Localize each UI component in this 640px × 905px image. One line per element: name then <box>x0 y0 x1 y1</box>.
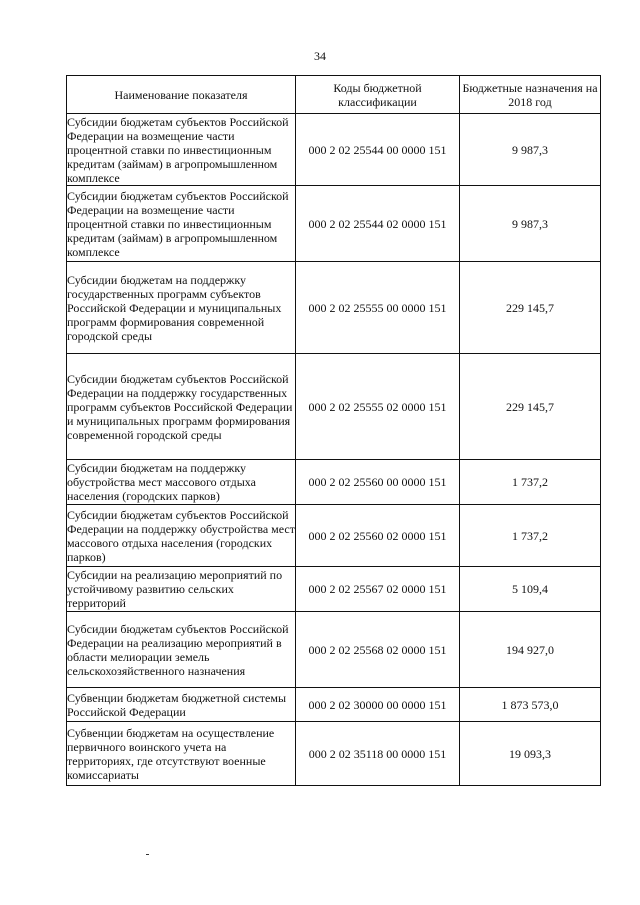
table-row <box>67 505 601 567</box>
table-row <box>67 688 601 722</box>
header-amount: Бюджетные назначения на 2018 год <box>460 76 601 114</box>
budget-table <box>66 75 601 786</box>
row-code: 000 2 02 25560 02 0000 151 <box>296 505 460 567</box>
row-name: Субсидии на реализацию мероприятий по устойчивому развитию сельских территорий <box>67 567 296 612</box>
row-amount: 194 927,0 <box>460 612 601 688</box>
row-code: 000 2 02 25560 00 0000 151 <box>296 460 460 505</box>
row-amount: 9 987,3 <box>460 186 601 262</box>
row-name: Субвенции бюджетам на осуществление первичного воинского учета на территориях, где отсутствуют военные комиссариаты <box>67 722 296 786</box>
row-code: 000 2 02 25544 02 0000 151 <box>296 186 460 262</box>
row-name: Субсидии бюджетам на поддержку обустройства мест массового отдыха населения (городских парков) <box>67 460 296 505</box>
table-row <box>67 722 601 786</box>
row-amount: 229 145,7 <box>460 354 601 460</box>
table-row <box>67 612 601 688</box>
header-name: Наименование показателя <box>67 76 296 114</box>
row-code: 000 2 02 30000 00 0000 151 <box>296 688 460 722</box>
row-code: 000 2 02 25544 00 0000 151 <box>296 114 460 186</box>
table-row <box>67 114 601 186</box>
row-amount: 1 873 573,0 <box>460 688 601 722</box>
row-name: Субсидии бюджетам субъектов Российской Федерации на поддержку обустройства мест массового отдыха населения (городских парков) <box>67 505 296 567</box>
table-row <box>67 262 601 354</box>
row-amount: 9 987,3 <box>460 114 601 186</box>
row-amount: 1 737,2 <box>460 460 601 505</box>
row-code: 000 2 02 25568 02 0000 151 <box>296 612 460 688</box>
row-amount: 1 737,2 <box>460 505 601 567</box>
row-name: Субсидии бюджетам субъектов Российской Федерации на реализацию мероприятий в области мелиорации земель сельскохозяйственного назначения <box>67 612 296 688</box>
row-name: Субсидии бюджетам субъектов Российской Федерации на возмещение части процентной ставки по инвестиционным кредитам (займам) в агропромышленном комплексе <box>67 114 296 186</box>
table-row <box>67 186 601 262</box>
row-amount: 5 109,4 <box>460 567 601 612</box>
header-code: Коды бюджетной классификации <box>296 76 460 114</box>
row-name: Субсидии бюджетам на поддержку государственных программ субъектов Российской Федерации и муниципальных программ формирования современной городской среды <box>67 262 296 354</box>
row-code: 000 2 02 25567 02 0000 151 <box>296 567 460 612</box>
table-row <box>67 460 601 505</box>
table-row <box>67 354 601 460</box>
row-amount: 229 145,7 <box>460 262 601 354</box>
row-code: 000 2 02 35118 00 0000 151 <box>296 722 460 786</box>
row-amount: 19 093,3 <box>460 722 601 786</box>
row-code: 000 2 02 25555 02 0000 151 <box>296 354 460 460</box>
table-row <box>67 567 601 612</box>
row-name: Субвенции бюджетам бюджетной системы Российской Федерации <box>67 688 296 722</box>
row-name: Субсидии бюджетам субъектов Российской Федерации на возмещение части процентной ставки по инвестиционным кредитам (займам) в агропромышленном комплексе <box>67 186 296 262</box>
row-name: Субсидии бюджетам субъектов Российской Федерации на поддержку государственных программ субъектов Российской Федерации и муниципальных программ формирования современной городской среды <box>67 354 296 460</box>
row-code: 000 2 02 25555 00 0000 151 <box>296 262 460 354</box>
page-number: 34 <box>314 49 326 63</box>
page-mark <box>146 854 149 855</box>
table-header-row <box>67 76 601 114</box>
